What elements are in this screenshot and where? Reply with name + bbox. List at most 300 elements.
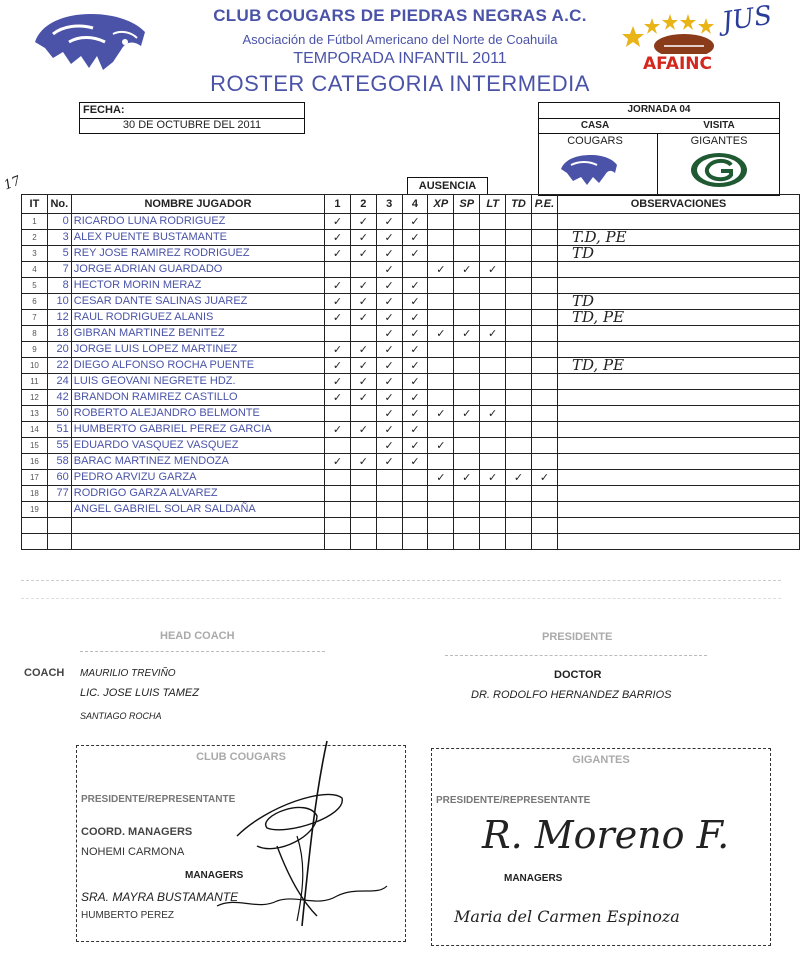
row-player-name: GIBRAN MARTINEZ BENITEZ bbox=[71, 326, 324, 342]
row-mark bbox=[531, 358, 557, 374]
row-player-name: ANGEL GABRIEL SOLAR SALDAÑA bbox=[71, 502, 324, 518]
gigantes-box-title: GIGANTES bbox=[572, 754, 630, 766]
cougars-coord-name: NOHEMI CARMONA bbox=[81, 846, 185, 858]
cougars-managers-label: MANAGERS bbox=[185, 870, 244, 881]
row-mark bbox=[506, 374, 532, 390]
row-mark: ✓ bbox=[350, 246, 376, 262]
row-mark bbox=[454, 342, 480, 358]
row-mark: ✓ bbox=[480, 470, 506, 486]
row-it: 3 bbox=[22, 246, 48, 262]
row-mark bbox=[350, 438, 376, 454]
col-q2: 2 bbox=[350, 195, 376, 214]
row-mark: ✓ bbox=[402, 422, 428, 438]
row-observation bbox=[557, 454, 799, 470]
head-coach-label: HEAD COACH bbox=[160, 630, 235, 642]
table-row bbox=[22, 374, 800, 390]
fecha-label: FECHA: bbox=[83, 104, 125, 116]
row-mark bbox=[454, 390, 480, 406]
row-mark bbox=[506, 454, 532, 470]
row-mark bbox=[428, 422, 454, 438]
row-mark bbox=[480, 246, 506, 262]
row-it: 17 bbox=[22, 470, 48, 486]
empty-cell bbox=[47, 518, 71, 534]
row-mark bbox=[454, 246, 480, 262]
club-name: CLUB COUGARS DE PIEDRAS NEGRAS A.C. bbox=[213, 6, 587, 25]
empty-cell bbox=[428, 534, 454, 550]
row-mark bbox=[506, 438, 532, 454]
row-mark bbox=[531, 438, 557, 454]
table-row bbox=[22, 246, 800, 262]
row-mark bbox=[531, 342, 557, 358]
row-observation bbox=[557, 406, 799, 422]
row-number: 12 bbox=[47, 310, 71, 326]
row-number: 10 bbox=[47, 294, 71, 310]
row-mark: ✓ bbox=[376, 246, 402, 262]
row-mark: ✓ bbox=[428, 438, 454, 454]
row-mark: ✓ bbox=[402, 454, 428, 470]
row-mark bbox=[531, 390, 557, 406]
empty-cell bbox=[531, 518, 557, 534]
row-observation bbox=[557, 470, 799, 486]
cougars-rep-label: PRESIDENTE/REPRESENTANTE bbox=[81, 794, 236, 805]
president-label: PRESIDENTE bbox=[542, 631, 613, 643]
row-mark bbox=[531, 262, 557, 278]
row-it: 12 bbox=[22, 390, 48, 406]
row-number: 3 bbox=[47, 230, 71, 246]
empty-cell bbox=[22, 534, 48, 550]
col-name: NOMBRE JUGADOR bbox=[71, 195, 324, 214]
empty-cell bbox=[428, 518, 454, 534]
row-it: 9 bbox=[22, 342, 48, 358]
empty-cell bbox=[557, 534, 799, 550]
row-mark bbox=[325, 470, 351, 486]
row-mark: ✓ bbox=[402, 390, 428, 406]
row-it: 16 bbox=[22, 454, 48, 470]
row-mark: ✓ bbox=[402, 214, 428, 230]
empty-cell bbox=[325, 518, 351, 534]
row-mark: ✓ bbox=[480, 262, 506, 278]
row-mark bbox=[531, 310, 557, 326]
row-number: 58 bbox=[47, 454, 71, 470]
row-mark bbox=[350, 406, 376, 422]
row-mark bbox=[428, 342, 454, 358]
col-q3: 3 bbox=[376, 195, 402, 214]
row-mark bbox=[506, 502, 532, 518]
row-player-name: ALEX PUENTE BUSTAMANTE bbox=[71, 230, 324, 246]
table-row bbox=[22, 278, 800, 294]
row-mark bbox=[531, 374, 557, 390]
empty-cell bbox=[350, 518, 376, 534]
away-team: GIGANTES bbox=[690, 135, 748, 147]
row-mark: ✓ bbox=[480, 406, 506, 422]
row-mark bbox=[454, 486, 480, 502]
row-number: 51 bbox=[47, 422, 71, 438]
row-mark: ✓ bbox=[376, 342, 402, 358]
row-mark: ✓ bbox=[376, 390, 402, 406]
row-mark: ✓ bbox=[428, 406, 454, 422]
row-mark: ✓ bbox=[480, 326, 506, 342]
table-row bbox=[22, 422, 800, 438]
row-mark: ✓ bbox=[402, 326, 428, 342]
row-it: 19 bbox=[22, 502, 48, 518]
row-mark: ✓ bbox=[325, 358, 351, 374]
row-mark bbox=[454, 294, 480, 310]
head-coach-line bbox=[80, 651, 325, 652]
row-mark: ✓ bbox=[428, 262, 454, 278]
row-number: 77 bbox=[47, 486, 71, 502]
row-observation bbox=[557, 438, 799, 454]
row-player-name: BARAC MARTINEZ MENDOZA bbox=[71, 454, 324, 470]
table-row-empty bbox=[22, 518, 800, 534]
row-mark bbox=[531, 422, 557, 438]
row-mark: ✓ bbox=[376, 406, 402, 422]
empty-cell bbox=[22, 518, 48, 534]
row-mark bbox=[506, 278, 532, 294]
row-mark bbox=[350, 326, 376, 342]
table-row bbox=[22, 406, 800, 422]
row-mark bbox=[428, 454, 454, 470]
row-mark: ✓ bbox=[402, 310, 428, 326]
row-player-name: CESAR DANTE SALINAS JUAREZ bbox=[71, 294, 324, 310]
row-mark bbox=[325, 406, 351, 422]
row-player-name: PEDRO ARVIZU GARZA bbox=[71, 470, 324, 486]
row-mark: ✓ bbox=[350, 294, 376, 310]
col-it: IT bbox=[22, 195, 48, 214]
row-mark bbox=[402, 470, 428, 486]
row-mark bbox=[531, 230, 557, 246]
row-mark bbox=[454, 422, 480, 438]
row-mark bbox=[506, 230, 532, 246]
corner-handwriting: JUS bbox=[720, 0, 774, 38]
row-mark bbox=[531, 278, 557, 294]
row-mark bbox=[480, 502, 506, 518]
row-mark: ✓ bbox=[402, 294, 428, 310]
row-mark: ✓ bbox=[350, 230, 376, 246]
empty-cell bbox=[480, 518, 506, 534]
row-player-name: LUIS GEOVANI NEGRETE HDZ. bbox=[71, 374, 324, 390]
col-xp: XP bbox=[428, 195, 454, 214]
row-mark bbox=[506, 358, 532, 374]
ausencia-header bbox=[407, 177, 488, 194]
season-title: TEMPORADA INFANTIL 2011 bbox=[293, 50, 507, 67]
row-mark bbox=[506, 246, 532, 262]
row-observation bbox=[557, 486, 799, 502]
row-it: 5 bbox=[22, 278, 48, 294]
home-label: CASA bbox=[580, 120, 610, 131]
row-mark: ✓ bbox=[402, 278, 428, 294]
home-team-logo bbox=[559, 153, 619, 192]
afainc-logo bbox=[620, 12, 735, 76]
row-mark: ✓ bbox=[325, 230, 351, 246]
empty-cell bbox=[506, 518, 532, 534]
row-mark bbox=[480, 374, 506, 390]
row-mark bbox=[480, 214, 506, 230]
row-mark bbox=[506, 422, 532, 438]
row-mark: ✓ bbox=[376, 262, 402, 278]
row-mark bbox=[480, 310, 506, 326]
row-it: 11 bbox=[22, 374, 48, 390]
roster-header-row bbox=[22, 195, 800, 214]
coach-label: COACH bbox=[24, 667, 65, 679]
row-observation: TD bbox=[557, 294, 799, 310]
empty-cell bbox=[376, 518, 402, 534]
row-mark bbox=[402, 502, 428, 518]
row-number: 0 bbox=[47, 214, 71, 230]
col-q1: 1 bbox=[325, 195, 351, 214]
cougars-signature-box bbox=[76, 745, 406, 942]
row-mark bbox=[531, 294, 557, 310]
row-mark: ✓ bbox=[325, 374, 351, 390]
row-number: 7 bbox=[47, 262, 71, 278]
col-observaciones: OBSERVACIONES bbox=[557, 195, 799, 214]
row-mark bbox=[480, 294, 506, 310]
gigantes-rep-signature: R. Moreno F. bbox=[482, 813, 730, 857]
empty-cell bbox=[480, 534, 506, 550]
cougars-signature bbox=[197, 736, 397, 936]
row-mark: ✓ bbox=[454, 470, 480, 486]
table-row bbox=[22, 502, 800, 518]
gigantes-managers-label: MANAGERS bbox=[504, 873, 563, 884]
row-mark bbox=[454, 438, 480, 454]
row-player-name: DIEGO ALFONSO ROCHA PUENTE bbox=[71, 358, 324, 374]
row-mark bbox=[454, 310, 480, 326]
row-mark bbox=[480, 390, 506, 406]
row-mark: ✓ bbox=[402, 406, 428, 422]
row-observation: TD, PE bbox=[557, 358, 799, 374]
row-mark: ✓ bbox=[325, 342, 351, 358]
row-mark bbox=[480, 486, 506, 502]
row-mark: ✓ bbox=[376, 326, 402, 342]
row-mark bbox=[506, 294, 532, 310]
association-name: Asociación de Fútbol Americano del Norte de Coahuila bbox=[242, 32, 558, 47]
scan-remnant-line bbox=[21, 598, 781, 599]
row-mark: ✓ bbox=[531, 470, 557, 486]
row-player-name: JORGE ADRIAN GUARDADO bbox=[71, 262, 324, 278]
row-mark: ✓ bbox=[350, 422, 376, 438]
empty-cell bbox=[531, 534, 557, 550]
row-mark bbox=[480, 278, 506, 294]
row-mark bbox=[350, 470, 376, 486]
coach-3: SANTIAGO ROCHA bbox=[80, 711, 162, 721]
row-mark: ✓ bbox=[325, 278, 351, 294]
president-line bbox=[445, 655, 707, 656]
row-mark bbox=[454, 278, 480, 294]
row-mark: ✓ bbox=[325, 390, 351, 406]
row-number: 24 bbox=[47, 374, 71, 390]
row-mark: ✓ bbox=[376, 294, 402, 310]
row-mark: ✓ bbox=[350, 358, 376, 374]
row-mark bbox=[350, 502, 376, 518]
row-it: 8 bbox=[22, 326, 48, 342]
row-mark bbox=[506, 406, 532, 422]
row-mark: ✓ bbox=[350, 278, 376, 294]
row-number: 50 bbox=[47, 406, 71, 422]
row-mark bbox=[531, 214, 557, 230]
row-mark bbox=[531, 502, 557, 518]
scan-remnant-line bbox=[21, 580, 781, 581]
row-mark: ✓ bbox=[350, 390, 376, 406]
row-mark bbox=[376, 502, 402, 518]
row-mark: ✓ bbox=[376, 438, 402, 454]
row-mark: ✓ bbox=[402, 246, 428, 262]
row-mark bbox=[428, 390, 454, 406]
row-number: 20 bbox=[47, 342, 71, 358]
row-player-name: REY JOSE RAMIREZ RODRIGUEZ bbox=[71, 246, 324, 262]
row-mark: ✓ bbox=[402, 230, 428, 246]
row-mark bbox=[428, 246, 454, 262]
row-mark bbox=[454, 214, 480, 230]
row-player-name: ROBERTO ALEJANDRO BELMONTE bbox=[71, 406, 324, 422]
fecha-box bbox=[79, 102, 305, 134]
row-mark: ✓ bbox=[325, 246, 351, 262]
row-mark bbox=[350, 262, 376, 278]
row-mark: ✓ bbox=[428, 326, 454, 342]
col-sp: SP bbox=[454, 195, 480, 214]
row-mark bbox=[325, 262, 351, 278]
row-observation bbox=[557, 390, 799, 406]
row-it: 6 bbox=[22, 294, 48, 310]
empty-cell bbox=[454, 534, 480, 550]
row-mark: ✓ bbox=[376, 422, 402, 438]
col-td: TD bbox=[506, 195, 532, 214]
row-mark bbox=[454, 454, 480, 470]
row-it: 13 bbox=[22, 406, 48, 422]
row-player-name: RODRIGO GARZA ALVAREZ bbox=[71, 486, 324, 502]
cougars-box-title: CLUB COUGARS bbox=[196, 751, 286, 763]
row-number: 22 bbox=[47, 358, 71, 374]
row-mark: ✓ bbox=[376, 278, 402, 294]
row-mark: ✓ bbox=[376, 310, 402, 326]
table-row bbox=[22, 214, 800, 230]
table-row bbox=[22, 390, 800, 406]
roster-table bbox=[21, 194, 800, 550]
row-it: 4 bbox=[22, 262, 48, 278]
row-number: 55 bbox=[47, 438, 71, 454]
table-row bbox=[22, 454, 800, 470]
empty-cell bbox=[71, 518, 324, 534]
row-observation: TD, PE bbox=[557, 310, 799, 326]
empty-cell bbox=[350, 534, 376, 550]
row-mark: ✓ bbox=[376, 214, 402, 230]
row-number: 42 bbox=[47, 390, 71, 406]
row-observation bbox=[557, 326, 799, 342]
row-mark bbox=[454, 502, 480, 518]
row-mark bbox=[454, 358, 480, 374]
row-number: 18 bbox=[47, 326, 71, 342]
row-player-name: EDUARDO VASQUEZ VASQUEZ bbox=[71, 438, 324, 454]
row-mark: ✓ bbox=[454, 406, 480, 422]
row-mark bbox=[506, 262, 532, 278]
row-number bbox=[47, 502, 71, 518]
row-mark: ✓ bbox=[402, 374, 428, 390]
col-pe: P.E. bbox=[531, 195, 557, 214]
row-mark bbox=[506, 342, 532, 358]
row-mark: ✓ bbox=[506, 470, 532, 486]
row-mark bbox=[480, 438, 506, 454]
ausencia-label: AUSENCIA bbox=[418, 180, 477, 192]
row-mark bbox=[428, 486, 454, 502]
row-mark: ✓ bbox=[376, 358, 402, 374]
row-mark bbox=[428, 294, 454, 310]
row-it: 2 bbox=[22, 230, 48, 246]
row-mark bbox=[428, 214, 454, 230]
empty-cell bbox=[402, 534, 428, 550]
cougars-coord-label: COORD. MANAGERS bbox=[81, 826, 193, 838]
row-mark bbox=[480, 454, 506, 470]
roster-title: ROSTER CATEGORIA INTERMEDIA bbox=[210, 71, 590, 96]
row-it: 14 bbox=[22, 422, 48, 438]
row-number: 60 bbox=[47, 470, 71, 486]
row-mark: ✓ bbox=[454, 326, 480, 342]
table-row bbox=[22, 294, 800, 310]
row-mark: ✓ bbox=[350, 342, 376, 358]
row-it: 15 bbox=[22, 438, 48, 454]
row-observation bbox=[557, 422, 799, 438]
empty-cell bbox=[376, 534, 402, 550]
row-mark: ✓ bbox=[454, 262, 480, 278]
row-mark bbox=[402, 486, 428, 502]
empty-cell bbox=[557, 518, 799, 534]
table-row bbox=[22, 470, 800, 486]
row-player-name: RICARDO LUNA RODRIGUEZ bbox=[71, 214, 324, 230]
home-team: COUGARS bbox=[567, 135, 623, 147]
doctor-name: DR. RODOLFO HERNANDEZ BARRIOS bbox=[471, 689, 672, 701]
row-player-name: HECTOR MORIN MERAZ bbox=[71, 278, 324, 294]
table-row bbox=[22, 438, 800, 454]
row-mark bbox=[376, 470, 402, 486]
table-row bbox=[22, 262, 800, 278]
jornada-box bbox=[538, 102, 780, 196]
row-mark: ✓ bbox=[350, 374, 376, 390]
empty-cell bbox=[71, 534, 324, 550]
row-mark: ✓ bbox=[325, 422, 351, 438]
row-mark bbox=[506, 390, 532, 406]
table-row bbox=[22, 326, 800, 342]
coach-1: MAURILIO TREVIÑO bbox=[80, 668, 176, 679]
row-it: 7 bbox=[22, 310, 48, 326]
row-mark: ✓ bbox=[402, 342, 428, 358]
row-observation bbox=[557, 262, 799, 278]
col-no: No. bbox=[47, 195, 71, 214]
row-mark bbox=[480, 230, 506, 246]
empty-cell bbox=[325, 534, 351, 550]
cougars-manager-1: SRA. MAYRA BUSTAMANTE bbox=[81, 890, 239, 904]
row-mark: ✓ bbox=[325, 310, 351, 326]
row-it: 10 bbox=[22, 358, 48, 374]
row-mark: ✓ bbox=[376, 230, 402, 246]
row-mark bbox=[325, 486, 351, 502]
empty-cell bbox=[506, 534, 532, 550]
row-number: 5 bbox=[47, 246, 71, 262]
table-row bbox=[22, 230, 800, 246]
row-mark bbox=[506, 326, 532, 342]
row-observation bbox=[557, 342, 799, 358]
empty-cell bbox=[47, 534, 71, 550]
table-row bbox=[22, 310, 800, 326]
empty-cell bbox=[454, 518, 480, 534]
row-mark: ✓ bbox=[376, 454, 402, 470]
side-mark: 17 bbox=[1, 173, 23, 194]
row-observation: T.D, PE bbox=[557, 230, 799, 246]
away-team-logo bbox=[689, 151, 749, 194]
table-row bbox=[22, 342, 800, 358]
jornada-title: JORNADA 04 bbox=[627, 104, 691, 115]
row-it: 1 bbox=[22, 214, 48, 230]
row-player-name: BRANDON RAMIREZ CASTILLO bbox=[71, 390, 324, 406]
table-row bbox=[22, 486, 800, 502]
row-observation bbox=[557, 214, 799, 230]
gigantes-manager-signature: Maria del Carmen Espinoza bbox=[454, 907, 680, 926]
